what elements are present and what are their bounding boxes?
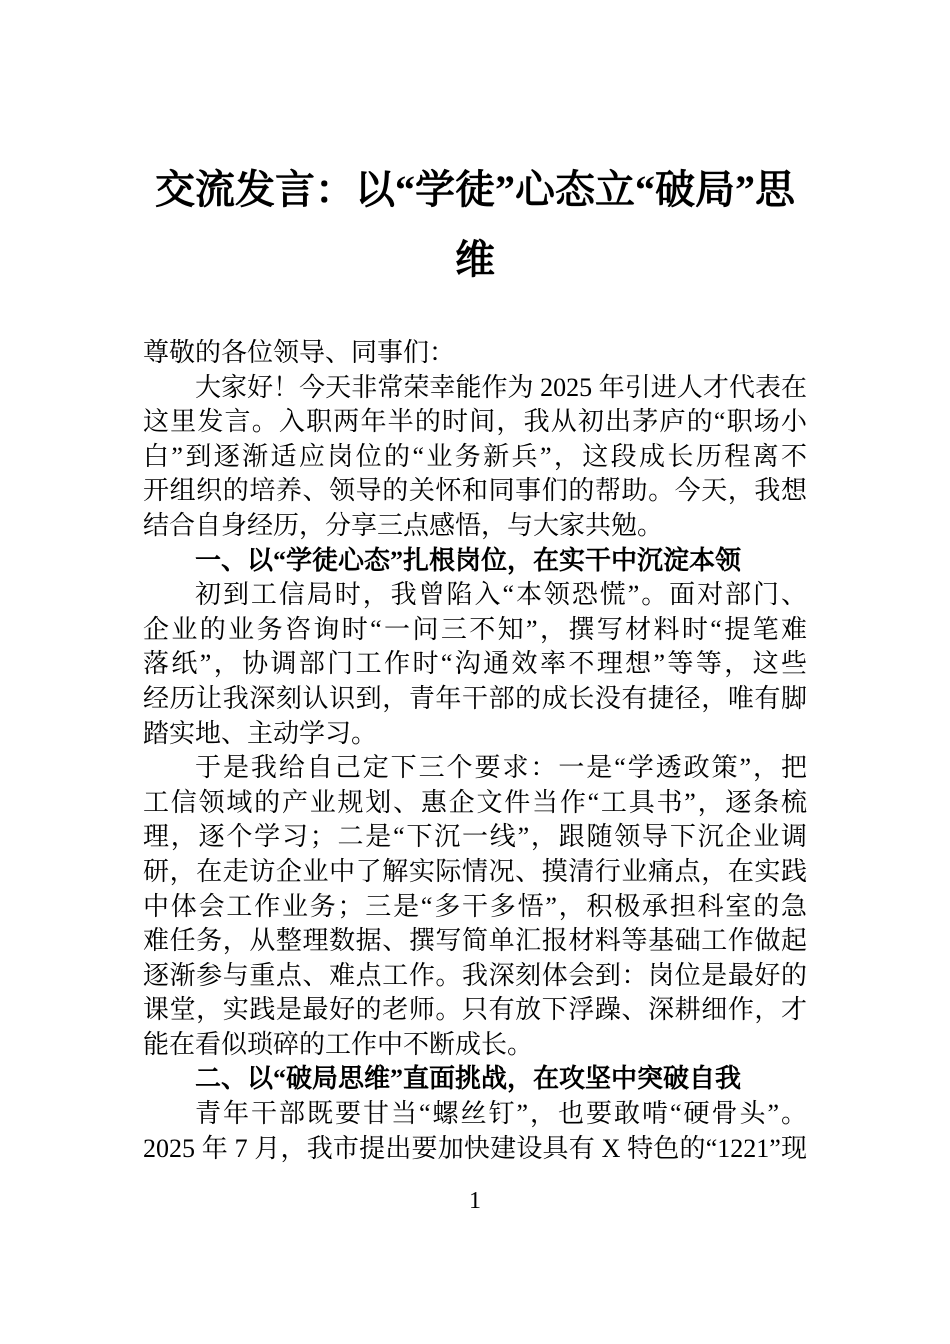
text-line: 一、以“学徒心态”扎根岗位，在实干中沉淀本领 <box>195 545 742 575</box>
text-line: 踏实地、主动学习。 <box>143 718 378 748</box>
text-line: 工信领域的产业规划、惠企文件当作“工具书”，逐条梳 <box>143 787 807 817</box>
paragraph <box>143 751 807 1062</box>
text-line: 落纸”，协调部门工作时“沟通效率不理想”等等，这些 <box>143 649 807 679</box>
text-line: 理，逐个学习；二是“下沉一线”，跟随领导下沉企业调 <box>143 822 807 852</box>
text-line: 青年干部既要甘当“螺丝钉”，也要敢啃“硬骨头”。 <box>195 1099 807 1129</box>
text-line: 于是我给自己定下三个要求：一是“学透政策”，把 <box>195 753 807 783</box>
text-line: 尊敬的各位领导、同事们： <box>143 338 456 367</box>
text-line: 逐渐参与重点、难点工作。我深刻体会到：岗位是最好的 <box>143 960 807 990</box>
text-line: 课堂，实践是最好的老师。只有放下浮躁、深耕细作，才 <box>143 995 807 1025</box>
title-line: 交流发言：以“学徒”心态立“破局”思 <box>155 167 795 212</box>
text-line: 研，在走访企业中了解实际情况、摸清行业痛点，在实践 <box>143 856 807 886</box>
section-heading <box>143 544 807 579</box>
text-line: 经历让我深刻认识到，青年干部的成长没有捷径，唯有脚 <box>143 683 807 713</box>
document-body <box>143 336 807 1166</box>
paragraph <box>143 1097 807 1166</box>
paragraph <box>143 336 807 371</box>
title-line: 维 <box>455 237 495 282</box>
text-line: 企业的业务咨询时“一问三不知”，撰写材料时“提笔难 <box>143 614 807 644</box>
paragraph <box>143 371 807 544</box>
text-line: 难任务，从整理数据、撰写简单汇报材料等基础工作做起 <box>143 926 807 956</box>
text-line: 结合自身经历，分享三点感悟，与大家共勉。 <box>143 510 664 540</box>
text-line: 2025 年 7 月，我市提出要加快建设具有 X 特色的“1221”现 <box>143 1133 807 1163</box>
text-line: 这里发言。入职两年半的时间，我从初出茅庐的“职场小 <box>143 407 807 437</box>
section-heading <box>143 1062 807 1097</box>
page-number: 1 <box>469 1188 481 1214</box>
text-line: 二、以“破局思维”直面挑战，在攻坚中突破自我 <box>195 1064 742 1094</box>
text-line: 能在看似琐碎的工作中不断成长。 <box>143 1029 534 1059</box>
text-line: 中体会工作业务；三是“多干多悟”，积极承担科室的急 <box>143 891 807 921</box>
text-line: 白”到逐渐适应岗位的“业务新兵”，这段成长历程离不 <box>143 441 807 471</box>
text-line: 开组织的培养、领导的关怀和同事们的帮助。今天，我想 <box>143 476 807 506</box>
text-line: 初到工信局时，我曾陷入“本领恐慌”。面对部门、 <box>195 580 807 610</box>
paragraph <box>143 578 807 751</box>
text-line: 大家好！今天非常荣幸能作为 2025 年引进人才代表在 <box>195 372 807 402</box>
document-title <box>0 155 950 295</box>
